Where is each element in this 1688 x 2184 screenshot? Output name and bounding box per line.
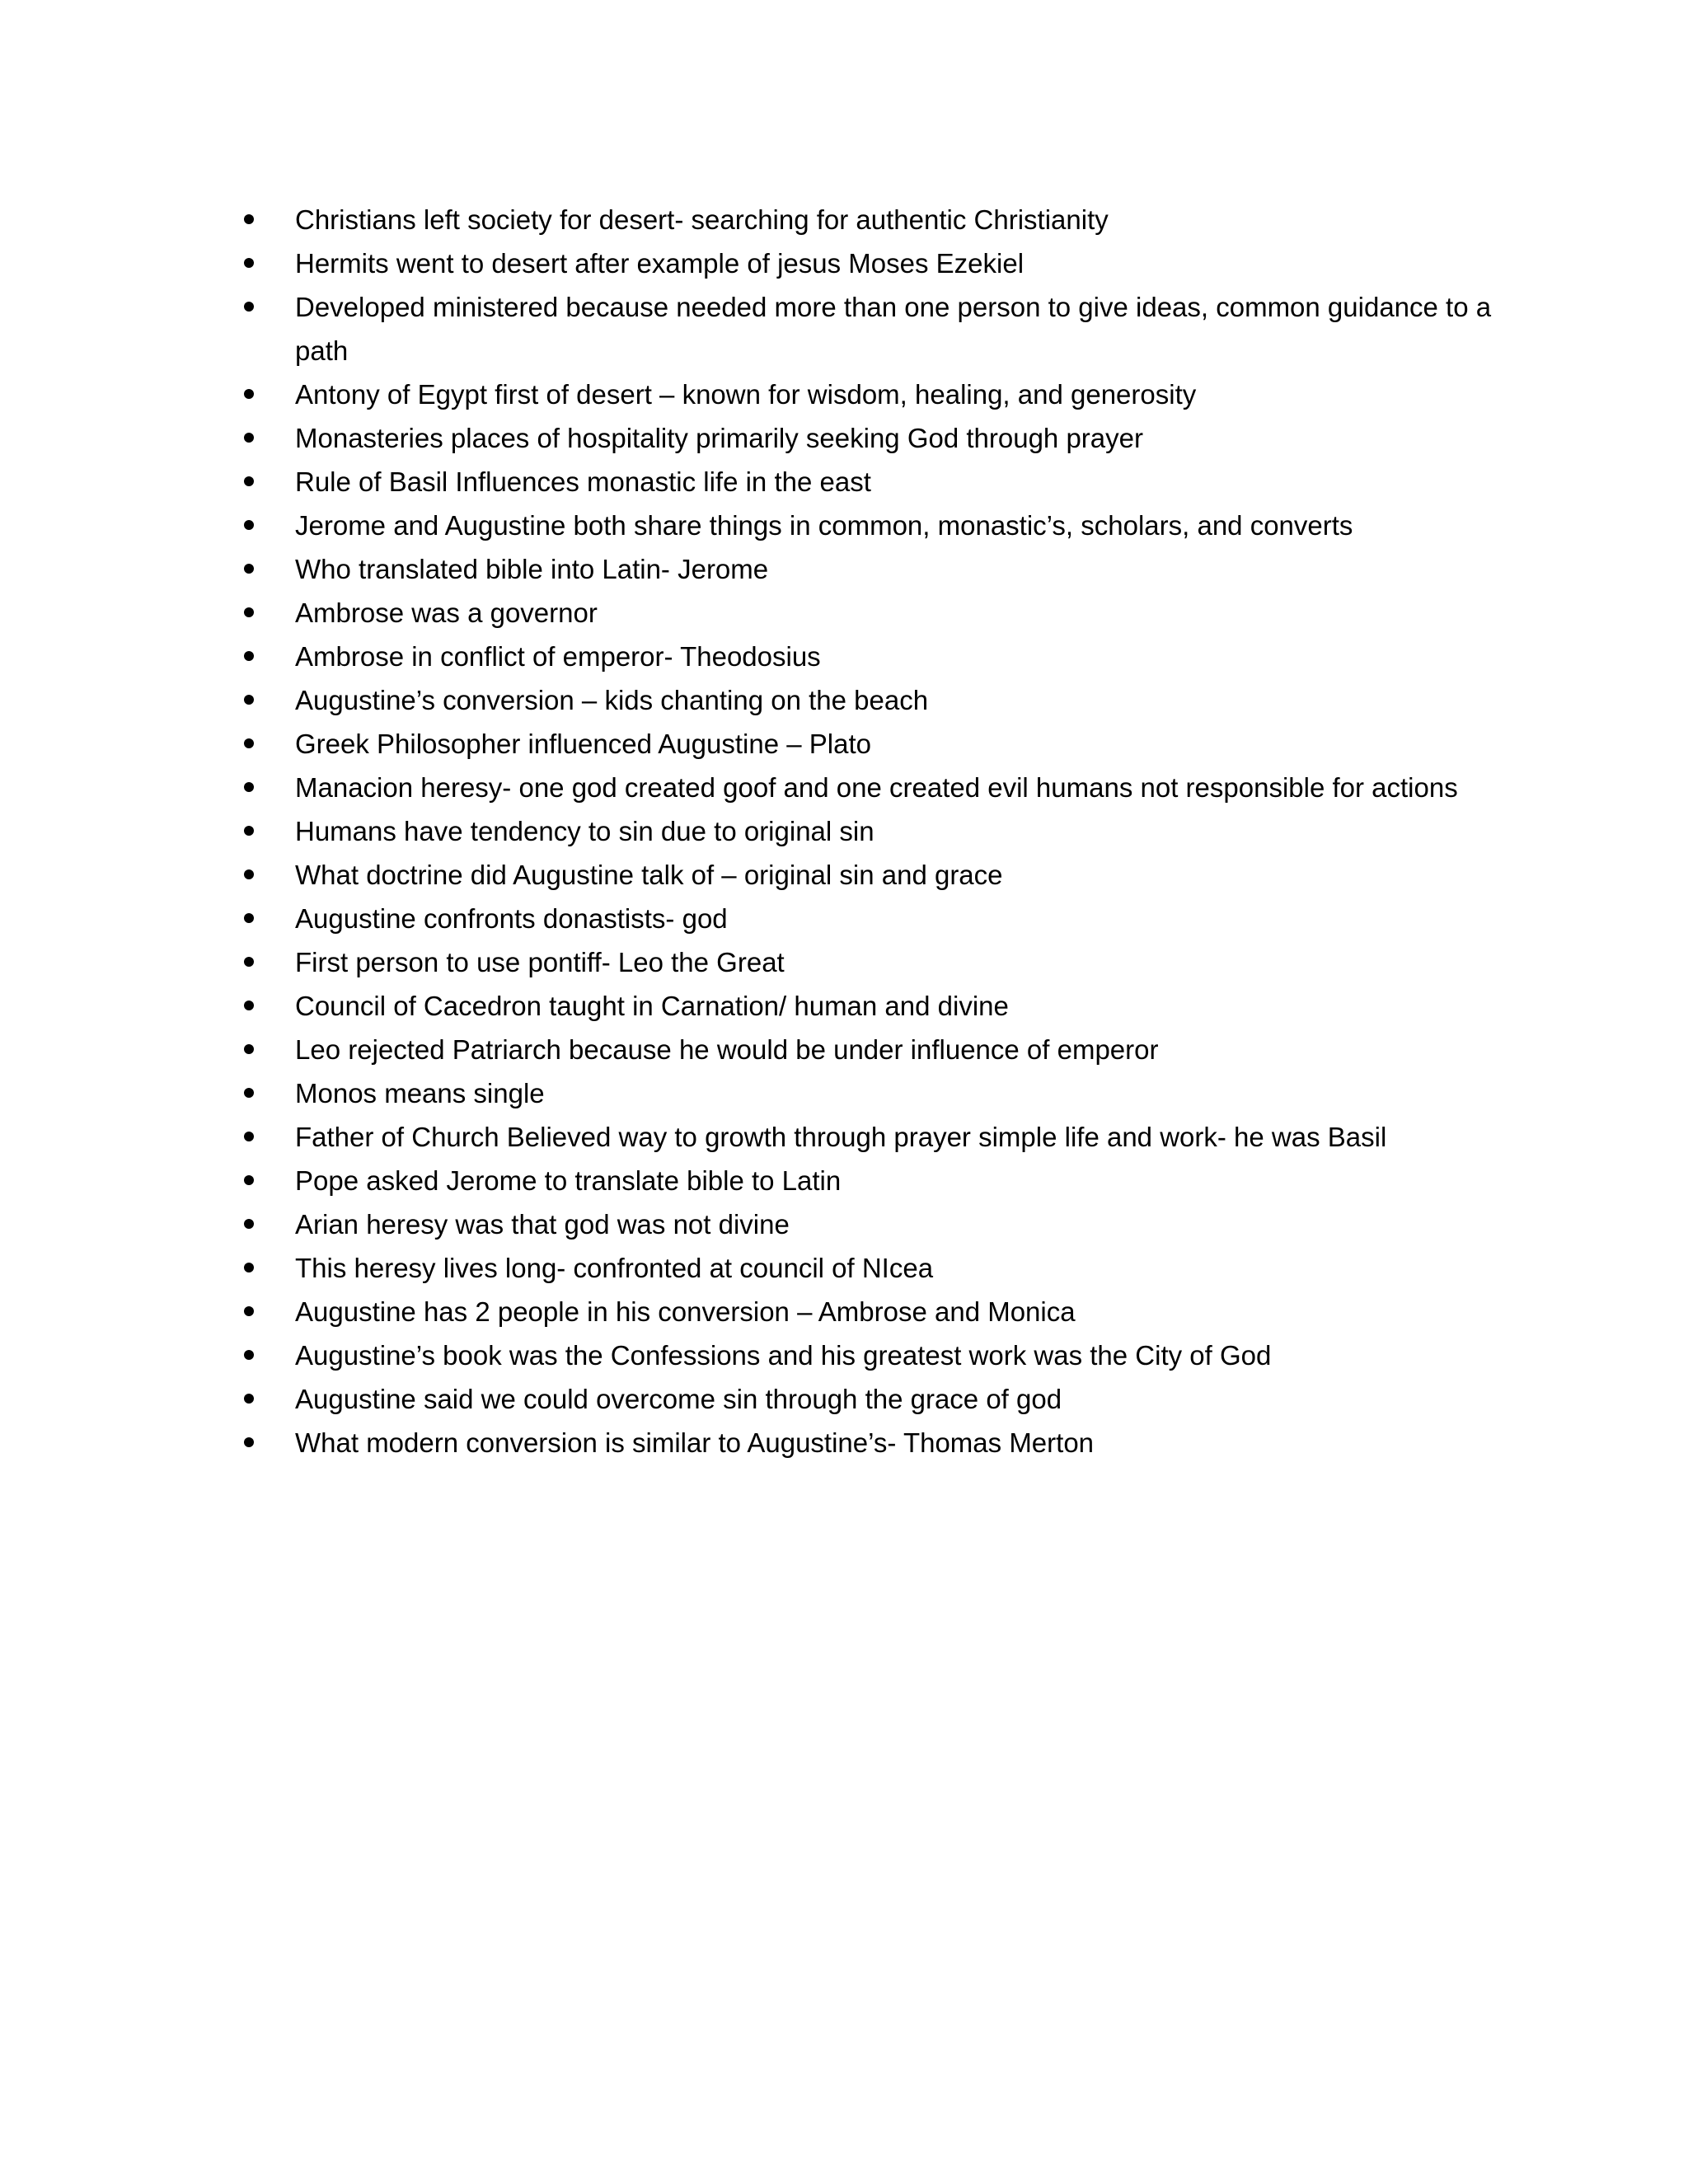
bullet-icon xyxy=(244,476,254,486)
bullet-icon xyxy=(244,869,254,879)
bullet-icon xyxy=(244,433,254,443)
list-item-text: Council of Cacedron taught in Carnation/ human and divine xyxy=(295,991,1009,1021)
bullet-icon xyxy=(244,1306,254,1316)
list-item xyxy=(244,1421,1497,1465)
list-item xyxy=(244,678,1497,722)
list-item xyxy=(244,504,1497,547)
bullet-icon xyxy=(244,651,254,661)
list-item xyxy=(244,416,1497,460)
list-item xyxy=(244,635,1497,678)
list-item-text: This heresy lives long- confronted at council of NIcea xyxy=(295,1253,934,1283)
bullet-icon xyxy=(244,826,254,836)
list-item xyxy=(244,1246,1497,1290)
list-item-text: Ambrose was a governor xyxy=(295,598,598,628)
list-item-text: Augustine’s conversion – kids chanting on the beach xyxy=(295,685,929,715)
list-item-text: Antony of Egypt first of desert – known for wisdom, healing, and generosity xyxy=(295,379,1197,410)
bullet-icon xyxy=(244,1350,254,1360)
list-item-text: Ambrose in conflict of emperor- Theodosius xyxy=(295,641,821,672)
list-item xyxy=(244,984,1497,1028)
bullet-icon xyxy=(244,607,254,617)
list-item-text: Who translated bible into Latin- Jerome xyxy=(295,554,769,584)
list-item xyxy=(244,1333,1497,1377)
list-item xyxy=(244,897,1497,940)
list-item-text: Augustine said we could overcome sin through the grace of god xyxy=(295,1384,1062,1414)
list-item-text: Developed ministered because needed more than one person to give ideas, common guidance to a path xyxy=(295,292,1492,366)
list-item xyxy=(244,809,1497,853)
bullet-icon xyxy=(244,695,254,705)
list-item-text: What modern conversion is similar to Augustine’s- Thomas Merton xyxy=(295,1427,1095,1458)
bullet-icon xyxy=(244,1088,254,1098)
bullet-icon xyxy=(244,957,254,967)
list-item-text: Manacion heresy- one god created goof and one created evil humans not responsible for actions xyxy=(295,772,1458,803)
bullet-icon xyxy=(244,1219,254,1229)
list-item-text: Arian heresy was that god was not divine xyxy=(295,1209,790,1240)
list-item-text: Father of Church Believed way to growth through prayer simple life and work- he was Basil xyxy=(295,1122,1387,1152)
list-item xyxy=(244,722,1497,766)
bullet-icon xyxy=(244,302,254,312)
list-item xyxy=(244,940,1497,984)
bullet-icon xyxy=(244,1263,254,1272)
list-item-text: Leo rejected Patriarch because he would be under influence of emperor xyxy=(295,1034,1159,1065)
list-item-text: What doctrine did Augustine talk of – original sin and grace xyxy=(295,860,1003,890)
bullet-list xyxy=(244,198,1497,1465)
bullet-icon xyxy=(244,389,254,399)
bullet-icon xyxy=(244,564,254,574)
list-item-text: Jerome and Augustine both share things in common, monastic’s, scholars, and converts xyxy=(295,510,1353,541)
list-item xyxy=(244,1159,1497,1202)
list-item xyxy=(244,1115,1497,1159)
bullet-icon xyxy=(244,1394,254,1404)
bullet-icon xyxy=(244,1001,254,1010)
list-item xyxy=(244,460,1497,504)
bullet-icon xyxy=(244,1132,254,1141)
list-item-text: Greek Philosopher influenced Augustine – Plato xyxy=(295,729,871,759)
bullet-icon xyxy=(244,738,254,748)
bullet-icon xyxy=(244,1437,254,1447)
list-item-text: Monasteries places of hospitality primarily seeking God through prayer xyxy=(295,423,1143,453)
bullet-icon xyxy=(244,520,254,530)
bullet-icon xyxy=(244,782,254,792)
bullet-icon xyxy=(244,258,254,268)
list-item xyxy=(244,1202,1497,1246)
list-item-text: Monos means single xyxy=(295,1078,545,1108)
list-item xyxy=(244,591,1497,635)
list-item xyxy=(244,853,1497,897)
list-item xyxy=(244,766,1497,809)
list-item-text: Rule of Basil Influences monastic life in the east xyxy=(295,466,871,497)
bullet-icon xyxy=(244,214,254,224)
bullet-icon xyxy=(244,913,254,923)
list-item-text: First person to use pontiff- Leo the Great xyxy=(295,947,785,977)
list-item-text: Augustine has 2 people in his conversion – Ambrose and Monica xyxy=(295,1296,1076,1327)
list-item xyxy=(244,547,1497,591)
list-item-text: Christians left society for desert- searching for authentic Christianity xyxy=(295,204,1109,235)
list-item-text: Hermits went to desert after example of jesus Moses Ezekiel xyxy=(295,248,1025,279)
list-item xyxy=(244,241,1497,285)
list-item xyxy=(244,1071,1497,1115)
list-item xyxy=(244,198,1497,241)
list-item-text: Augustine’s book was the Confessions and his greatest work was the City of God xyxy=(295,1340,1272,1371)
list-item xyxy=(244,285,1497,373)
list-item-text: Humans have tendency to sin due to original sin xyxy=(295,816,874,846)
bullet-icon xyxy=(244,1175,254,1185)
list-item xyxy=(244,1028,1497,1071)
list-item xyxy=(244,1290,1497,1333)
list-item xyxy=(244,373,1497,416)
list-item xyxy=(244,1377,1497,1421)
list-item-text: Augustine confronts donastists- god xyxy=(295,903,728,934)
bullet-icon xyxy=(244,1044,254,1054)
list-item-text: Pope asked Jerome to translate bible to Latin xyxy=(295,1165,842,1196)
